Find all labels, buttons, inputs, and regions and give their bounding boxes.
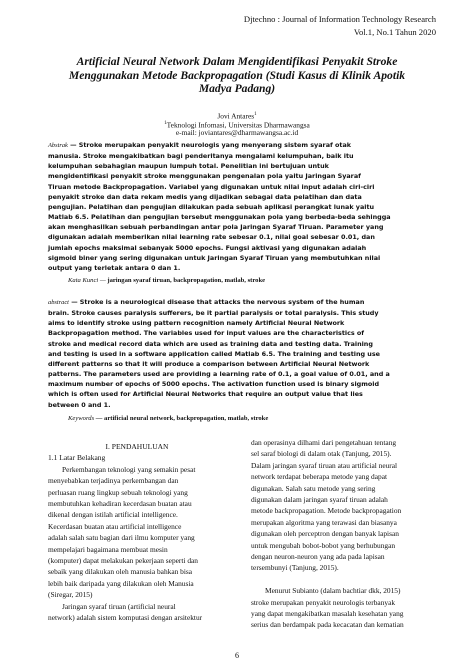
abstract-line: which is often used for Artificial Neural Networks that require an output value that lies	[48, 390, 363, 399]
abstrak-line: manusia. Stroke mengakibatkan bagi penderitanya mengalami kelumpuhan, baik itu	[48, 152, 354, 161]
abstrak-line: Matlab 6.5. Pelatihan dan pengujian tersebut menggunakan pola yang berbeda-beda sehingga	[48, 213, 391, 222]
paragraph-line: perluasan ruang lingkup sebuah teknologi yang	[48, 487, 188, 497]
abstract-line: patterns. The parameters used are providing a learning rate of 0.1, a goal value of 0.01, and a	[48, 370, 390, 379]
paragraph-line: stroke merupakan penyakit neurologis terbanyak	[251, 597, 396, 607]
abstract-line-text: — Stroke is a neurological disease that attacks the nervous system of the human	[71, 298, 365, 306]
abstrak-line: output yang terletak antara 0 dan 1.	[48, 263, 181, 272]
abstrak-line: digunakan adalah memberikan nilai learning rate sebesar 0.1, nilai goal sebesar 0.01, dan	[48, 233, 375, 242]
abstrak-line: penyakit stroke dan data rekam medis yang dijadikan sebagai data pelatihan dan data	[48, 192, 362, 201]
abstrak-line: Tiruan metode Backpropagation. Variabel yang digunakan untuk nilai input adalah ciri-ciri	[48, 182, 375, 191]
journal-name: Djtechno : Journal of Information Technology Research	[243, 14, 436, 24]
paragraph-line: network) adalah sistem komputasi dengan arsitektur	[48, 613, 203, 623]
paragraph-line: merupakan algoritma yang terawasi dan biasanya	[251, 517, 397, 527]
paragraph-line: metode backpropagation. Metode backpropagation	[251, 506, 402, 516]
paragraph-line: digunakan. Salah satu metode yang sering	[251, 483, 376, 493]
paragraph-line: sel saraf biologi di dalam otak (Tanjung, 2015).	[251, 449, 392, 459]
title-line: Madya Padang)	[198, 82, 276, 96]
abstrak-block	[48, 140, 425, 273]
paragraph-line: menyebabkan terjadinya perkembangan dan	[48, 476, 179, 486]
paper-title	[0, 55, 474, 96]
kata-kunci-label: Kata Kunci —	[68, 277, 106, 284]
abstract-line: aims to identify stroke using pattern recognition namely Artificial Neural Network	[48, 319, 345, 328]
paragraph-line: sebaik yang dilakukan oleh manusia bahkan bisa	[48, 567, 193, 577]
abstrak-line: akan menghasilkan sebuah perbandingan antar pola Jaringan Syaraf Tiruan. Parameter yang	[48, 223, 384, 232]
kata-kunci-text: jaringan syaraf tiruan, backpropagation, matlab, stroke	[107, 277, 266, 284]
left-column	[48, 441, 226, 624]
section-heading: I. PENDAHULUAN	[105, 442, 169, 451]
abstrak-line: kelumpuhan sebahagian maupun lumpuh total. Penelitian ini bertujuan untuk	[48, 162, 329, 171]
keywords	[68, 414, 428, 424]
abstract-line: and testing is used in a software application called Matlab 6.5. The training and testing use	[48, 349, 380, 358]
left-column-text	[48, 464, 226, 624]
abstract-block	[48, 297, 425, 410]
abstract-line: Backpropagation method. The variables used for input values are the characteristics of	[48, 329, 365, 338]
right-column	[251, 437, 427, 631]
paragraph-line: (komputer) dapat melakukan pekerjaan seperti dan	[48, 556, 199, 566]
paragraph-line: mempelajari bagaimana membuat mesin	[48, 544, 168, 554]
paragraph-line: Dalam jaringan syaraf tiruan atau artificial neural	[251, 460, 398, 470]
journal-volume: Vol.1, No.1 Tahun 2020	[353, 27, 436, 37]
keywords-text: — artificial neural network, backpropagation, matlab, stroke	[95, 415, 269, 422]
abstract-line: brain. Stroke causes paralysis sufferers, be it partial paralysis or total paralysis. This study	[48, 309, 379, 318]
paragraph-line: network terdapat beberapa metode yang dapat	[251, 472, 388, 482]
paragraph-line: digunakan oleh perceptron dengan banyak lapisan	[251, 529, 399, 539]
abstract-line: stroke and medical record data which are used as training data and testing data. Training	[48, 339, 373, 348]
paragraph-line: tersembunyi (Tanjung, 2015).	[251, 563, 339, 573]
abstrak-line-text: — Stroke merupakan penyakit neurologis yang menyerang sistem syaraf otak	[70, 141, 352, 149]
author-email: e-mail: joviantares@dharmawangsa.ac.id	[175, 128, 299, 137]
abstract-line: maximum number of epochs of 5000 epochs. The activation function used is binary sigmoid	[48, 380, 380, 389]
subsection-heading: 1.1 Latar Belakang	[48, 453, 106, 463]
paragraph-line: Menurut Subianto (dalam bachtiar dkk, 2015)	[265, 586, 401, 596]
abstrak-line: sigmoid biner yang sering digunakan untuk Jaringan Syaraf Tiruan yang membutuhkan nilai	[48, 253, 381, 262]
paragraph-line: Jaringan syaraf tiruan (artificial neural	[62, 601, 176, 611]
paragraph-line: dengan neuron-neuron yang ada pada lapisan	[251, 552, 385, 562]
abstrak-line: mengidentifikasi penyakit stroke menggunakan pengenalan pola yaitu Jaringan Syaraf	[48, 172, 361, 181]
abstract-line: between 0 and 1.	[48, 400, 111, 409]
page-number: 6	[235, 651, 239, 660]
paragraph-spacer	[251, 574, 427, 585]
abstrak-label: Abstrak	[48, 142, 68, 149]
keywords-label: Keywords	[68, 415, 95, 422]
paragraph-line: dikenal dengan istilah artificial intelligence.	[48, 510, 178, 520]
author-superscript: 1	[254, 112, 257, 117]
paragraph-line: Kecerdasan buatan atau artificial intelligence	[48, 521, 182, 531]
abstract-label: abstract	[48, 299, 69, 306]
abstrak-line: pengujian. Pelatihan dan pengujian dilakukan pada sebuah aplikasi perangkat lunak yaitu	[48, 202, 375, 211]
paragraph-line: membutuhkan kehadiran kecerdasan buatan atau	[48, 499, 192, 509]
paragraph-line: yang dapat mengakibatkan masalah kesehatan yang	[251, 609, 404, 619]
paragraph-line: adalah salah satu bagian dari ilmu komputer yang	[48, 533, 195, 543]
abstrak-line	[48, 140, 425, 151]
paragraph-line: Perkembangan teknologi yang semakin pesat	[62, 464, 196, 474]
abstrak-line: jumlah epochs maksimal sebanyak 5000 epochs. Fungsi aktivasi yang digunakan adalah	[48, 243, 367, 252]
title-line: Menggunakan Metode Backpropagation (Studi Kasus di Klinik Apotik	[68, 68, 406, 82]
paragraph-line: dan operasinya dilhami dari pengetahuan tentang	[251, 438, 397, 447]
paragraph-line: digunakan dalam jaringan syaraf tiruan adalah	[251, 495, 388, 505]
author-text: Jovi Antares	[217, 111, 255, 121]
affiliation-superscript: 1	[164, 121, 167, 126]
paragraph-line: serius dan berdampak pada kecacatan dan kematian	[251, 620, 404, 630]
affiliation-text: Teknologi Infomasi, Universitas Dharmawangsa	[166, 120, 310, 130]
abstract-line	[48, 297, 425, 308]
kata-kunci	[68, 276, 428, 286]
paragraph-line: lebih baik daripada yang dilakukan oleh Manusia	[48, 578, 194, 588]
paragraph-line: (Siregar, 2015)	[48, 590, 93, 600]
abstract-line: different patterns so that it will produce a comparison between Artificial Neural Network	[48, 359, 370, 368]
title-line: Artificial Neural Network Dalam Mengidentifikasi Penyakit Stroke	[76, 55, 398, 68]
paragraph-line: untuk mengubah bobot-bobot yang berhubungan	[251, 540, 396, 550]
